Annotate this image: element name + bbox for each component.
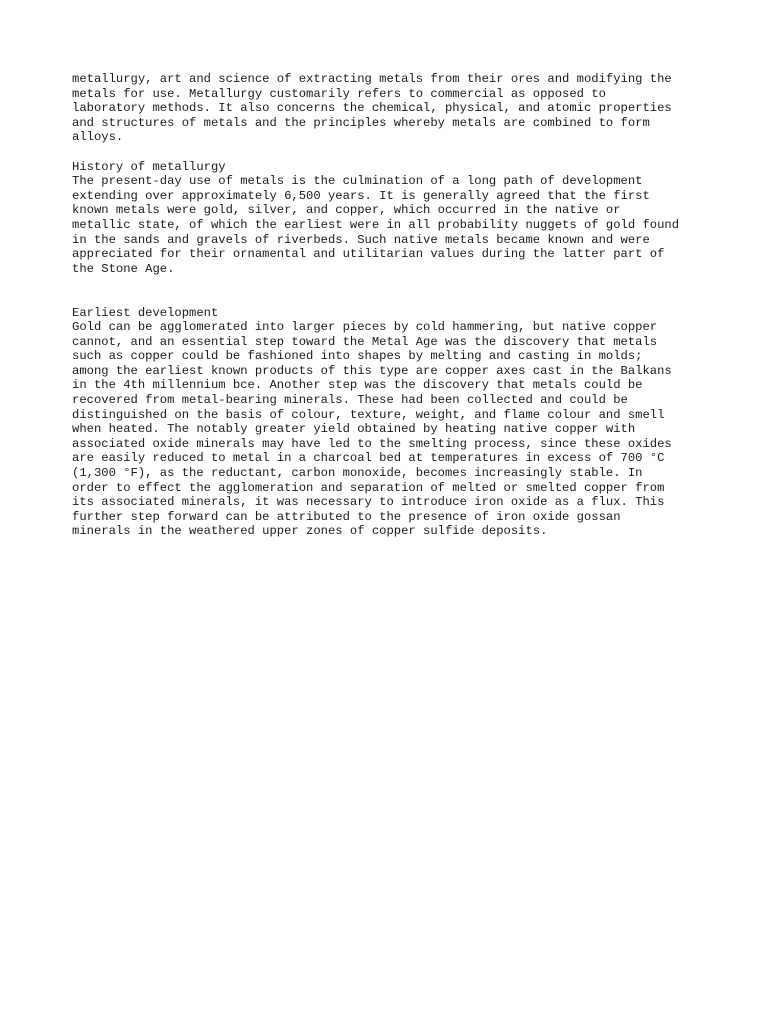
- text-line: the Stone Age.: [72, 261, 175, 276]
- text-line: known metals were gold, silver, and copper, which occurred in the native or: [72, 203, 621, 218]
- intro-paragraph: [72, 72, 712, 145]
- text-line: extending over approximately 6,500 years. It is generally agreed that the first: [72, 188, 650, 203]
- history-section: [72, 160, 712, 277]
- text-line: Gold can be agglomerated into larger pieces by cold hammering, but native copper: [72, 320, 658, 335]
- paragraph-spacer: [72, 276, 712, 305]
- text-line: distinguished on the basis of colour, texture, weight, and flame colour and smell: [72, 407, 665, 422]
- text-line: in the sands and gravels of riverbeds. Such native metals became known and were: [72, 232, 650, 247]
- text-line: alloys.: [72, 130, 124, 145]
- text-line: such as copper could be fashioned into shapes by melting and casting in molds;: [72, 349, 643, 364]
- text-line: recovered from metal-bearing minerals. These had been collected and could be: [72, 393, 628, 408]
- text-line: metallic state, of which the earliest were in all probability nuggets of gold found: [72, 217, 680, 232]
- text-line: order to effect the agglomeration and separation of melted or smelted copper from: [72, 480, 665, 495]
- document-page: [72, 72, 712, 539]
- text-line: associated oxide minerals may have led to the smelting process, since these oxides: [72, 436, 672, 451]
- text-line: in the 4th millennium bce. Another step was the discovery that metals could be: [72, 378, 643, 393]
- paragraph-spacer: [72, 145, 712, 160]
- text-line: metals for use. Metallurgy customarily refers to commercial as opposed to: [72, 86, 606, 101]
- text-line: cannot, and an essential step toward the Metal Age was the discovery that metals: [72, 334, 658, 349]
- text-line: metallurgy, art and science of extracting metals from their ores and modifying the: [72, 72, 672, 86]
- text-line: among the earliest known products of this type are copper axes cast in the Balkans: [72, 363, 672, 378]
- text-line: laboratory methods. It also concerns the chemical, physical, and atomic properties: [72, 101, 672, 116]
- earliest-development-section: [72, 306, 712, 540]
- text-line: minerals in the weathered upper zones of copper sulfide deposits.: [72, 524, 548, 539]
- section-heading: History of metallurgy: [72, 159, 226, 174]
- section-heading: Earliest development: [72, 305, 219, 320]
- text-line: when heated. The notably greater yield obtained by heating native copper with: [72, 422, 636, 437]
- text-line: The present-day use of metals is the culmination of a long path of development: [72, 174, 643, 189]
- text-line: and structures of metals and the principles whereby metals are combined to form: [72, 115, 650, 130]
- text-line: further step forward can be attributed to the presence of iron oxide gossan: [72, 509, 621, 524]
- text-line: (1,300 °F), as the reductant, carbon monoxide, becomes increasingly stable. In: [72, 466, 643, 481]
- text-line: its associated minerals, it was necessary to introduce iron oxide as a flux. This: [72, 495, 665, 510]
- text-line: appreciated for their ornamental and utilitarian values during the latter part of: [72, 247, 665, 262]
- text-line: are easily reduced to metal in a charcoal bed at temperatures in excess of 700 °C: [72, 451, 665, 466]
